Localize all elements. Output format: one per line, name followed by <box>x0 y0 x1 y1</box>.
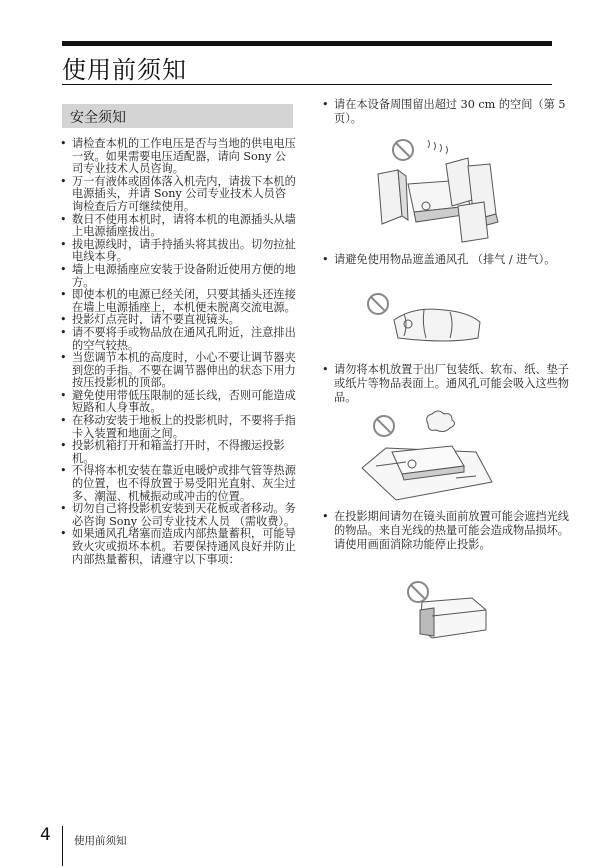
list-item: • 请不要将手或物品放在通风孔附近，注意排出的空气较热。 <box>60 327 296 352</box>
lens-blocked-illustration <box>396 580 492 642</box>
section-header <box>62 104 293 128</box>
page-title: 使用前须知 <box>62 56 187 84</box>
list-item: • 在投影期间请勿在镜头面前放置可能会遮挡光线的物品。来自光线的热量可能会造成物品损坏。请使用画面消除功能停止投影。 <box>322 510 570 552</box>
page-number: 4 <box>40 825 51 845</box>
title-rule <box>62 84 552 85</box>
list-item: • 请避免使用物品遮盖通风孔 （排气 / 进气）。 <box>322 253 570 267</box>
list-item: • 切勿自己将投影机安装到天花板或者移动。务必咨询 Sony 公司专业技术人员 （需收费）。 <box>60 503 296 528</box>
list-item: • 请检查本机的工作电压是否与当地的供电电压一致。如果需要电压适配器，请向 Sony 公司专业技术人员咨询。 <box>60 138 296 176</box>
list-item: • 当您调节本机的高度时，小心不要让调节器夹到您的手指。不要在调节器伸出的状态下用力按压投影机的顶部。 <box>60 352 296 390</box>
list-item: • 数日不使用本机时，请将本机的电源插头从墙上电源插座拔出。 <box>60 214 296 239</box>
list-item: • 投影灯点亮时，请不要直视镜头。 <box>60 314 296 327</box>
section-title: 安全须知 <box>70 110 126 126</box>
footer-divider <box>62 826 63 866</box>
covered-vent-illustration <box>364 290 484 344</box>
list-item: • 请在本设备周围留出超过 30 cm 的空间（第 5 页）。 <box>322 98 570 126</box>
list-item: • 避免使用带低压限制的延长线，否则可能造成短路和人身事故。 <box>60 390 296 415</box>
list-item: • 投影机箱打开和箱盖打开时，不得搬运投影机。 <box>60 440 296 465</box>
list-item: • 即使本机的电源已经关闭，只要其插头还连接在墙上电源插座上，本机便未脱离交流电源。 <box>60 289 296 314</box>
list-item: • 拔电源线时，请手持插头将其拔出。切勿拉扯电线本身。 <box>60 239 296 264</box>
footer-label: 使用前须知 <box>74 835 127 847</box>
paper-surface-illustration <box>356 408 496 504</box>
list-item: • 墙上电源插座应安装于设备附近使用方便的地方。 <box>60 264 296 289</box>
list-item: • 万一有液体或固体落入机壳内，请拔下本机的电源插头，并请 Sony 公司专业技术人员咨询检查后方可继续使用。 <box>60 176 296 214</box>
top-rule <box>62 41 552 46</box>
list-item: • 不得将本机安装在靠近电暖炉或排气管等热源的位置，也不得放置于易受阳光直射、灰尘过多、潮湿、机械振动或冲击的位置。 <box>60 465 296 503</box>
list-item: • 如果通风孔堵塞而造成内部热量蓄积，可能导致火灾或损坏本机。若要保持通风良好并防止内部热量蓄积，请遵守以下事项： <box>60 528 296 566</box>
safety-list <box>60 138 296 566</box>
list-item: • 在移动安装于地板上的投影机时，不要将手指卡入装置和地面之间。 <box>60 415 296 440</box>
clearance-illustration <box>372 136 502 244</box>
list-item: • 请勿将本机放置于出厂包装纸、软布、纸、垫子或纸片等物品表面上。通风孔可能会吸入这些物品。 <box>322 363 570 405</box>
